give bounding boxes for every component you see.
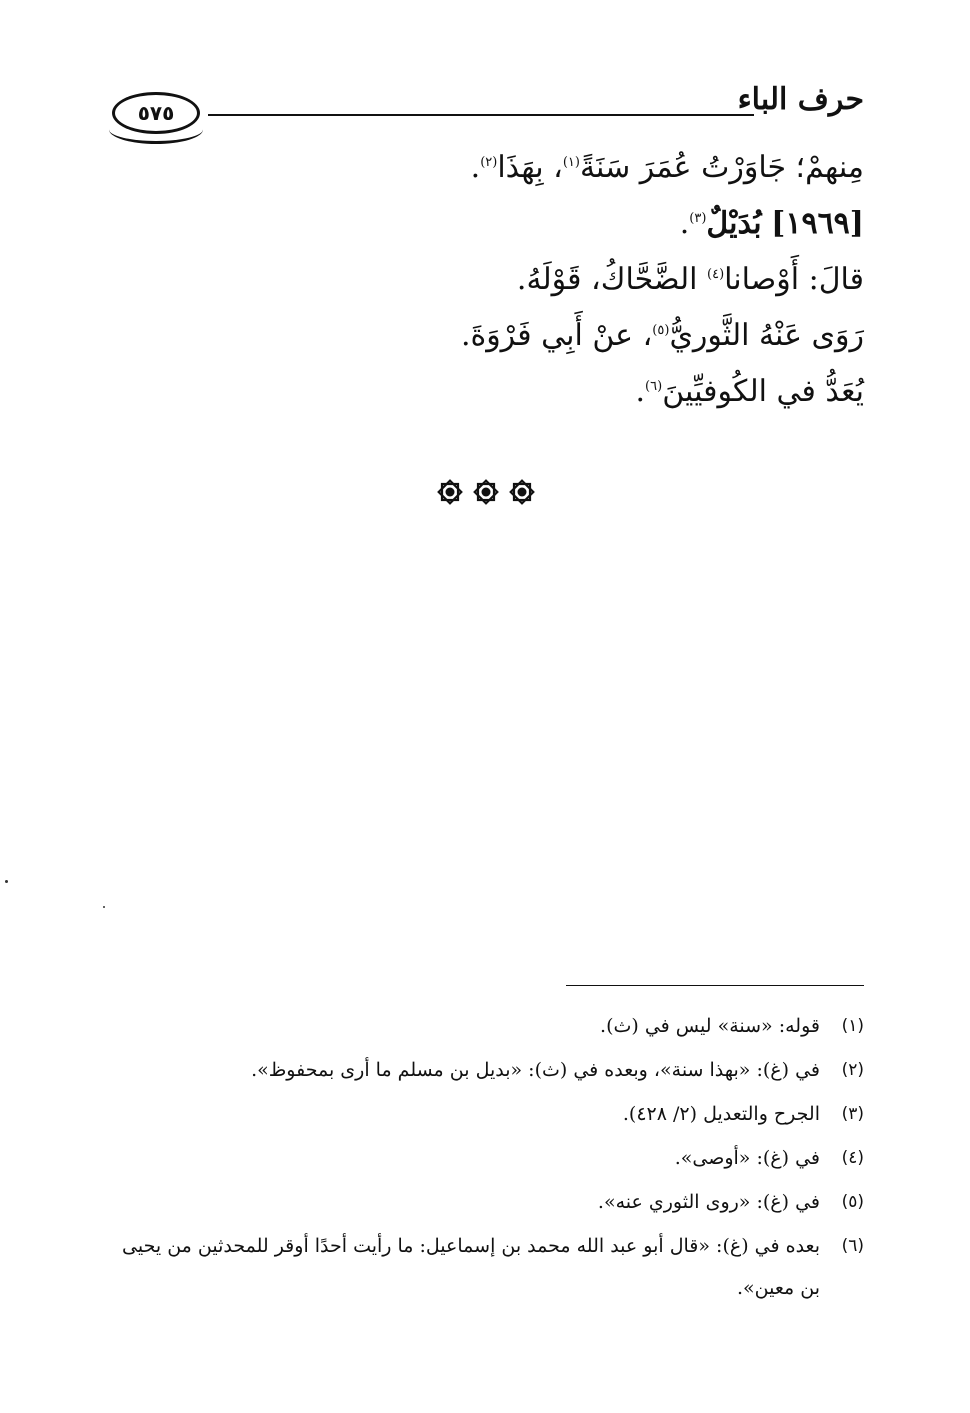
footnote-ref-4[interactable]: (٤) [707,267,725,282]
footnote-text: في (غ): «روى الثوري عنه». [597,1191,820,1213]
star-ornament-icon [472,478,500,506]
entry-number: [١٩٦٩] [771,206,864,241]
footnote-text: في (غ): «أوصى». [674,1147,820,1169]
footnote-number: (٢) [841,1060,864,1080]
footnotes [114,1004,864,1308]
line5-b: . [635,374,646,409]
footnote-number: (١) [841,1016,864,1036]
line1-text: مِنهمْ؛ جَاوَرْتُ عُمَرَ سَنَةً [579,150,864,185]
footnote-item [114,1092,864,1136]
footnote-item [114,1004,864,1048]
footnote-text: قوله: «سنة» ليس في (ث). [600,1015,820,1037]
line1-mid: ، بِهَذَا [497,150,563,185]
star-ornament-icon [436,478,464,506]
page-number: ٥٧٥ [137,101,175,125]
text-line-3 [104,252,864,308]
footnote-ref-2[interactable]: (٢) [480,155,498,170]
text-line-5 [104,364,864,420]
section-divider-ornaments [436,478,548,508]
line4-b: ، عنْ أَبِي فَرْوَةَ. [460,318,653,353]
entry-heading [104,196,864,252]
line3-a: قالَ: أَوْصانا [724,262,864,297]
footnote-number: (٥) [841,1192,864,1212]
star-ornament-icon [508,478,536,506]
footnote-continuation: بن معين». [737,1277,820,1299]
text-line-4 [104,308,864,364]
footnote-number: (٣) [841,1104,864,1124]
footnote-text: في (غ): «بهذا سنة»، وبعده في (ث): «بديل بن مسلم ما أرى بمحفوظ». [251,1059,820,1081]
footnote-number: (٤) [841,1148,864,1168]
footnote-text: الجرح والتعديل (٢/ ٤٢٨). [622,1103,820,1125]
footnote-ref-3[interactable]: (٣) [689,211,707,226]
footnote-item [114,1224,864,1268]
footnote-separator [566,985,864,986]
scan-speck [5,880,8,883]
footnote-text: بعده في (غ): «قال أبو عبد الله محمد بن إسماعيل: ما رأيت أحدًا أوقر للمحدثين من يحيى [122,1235,820,1257]
scan-speck [103,906,105,908]
main-text [104,140,864,420]
line3-b: الضَّحَّاكُ، قَوْلَهُ. [516,262,707,297]
footnote-item [114,1048,864,1092]
footnote-ref-5[interactable]: (٥) [652,323,670,338]
line4-a: رَوَى عَنْهُ الثَّوريُّ [669,318,864,353]
line1-end: . [470,150,481,185]
text-line-1 [104,140,864,196]
footnote-item [114,1136,864,1180]
entry-end: . [679,206,690,241]
chapter-title: حرف الباء [737,82,864,117]
footnote-ref-6[interactable]: (٦) [645,379,663,394]
footnote-ref-1[interactable]: (١) [562,155,580,170]
footnote-item [114,1180,864,1224]
footnote-number: (٦) [841,1236,864,1256]
entry-name: بُدَيْلٌ [706,206,762,241]
line5-a: يُعَدُّ في الكُوفيِّينَ [662,374,864,409]
page-number-badge [112,92,200,134]
header-rule [208,114,754,116]
page-header [112,78,864,138]
